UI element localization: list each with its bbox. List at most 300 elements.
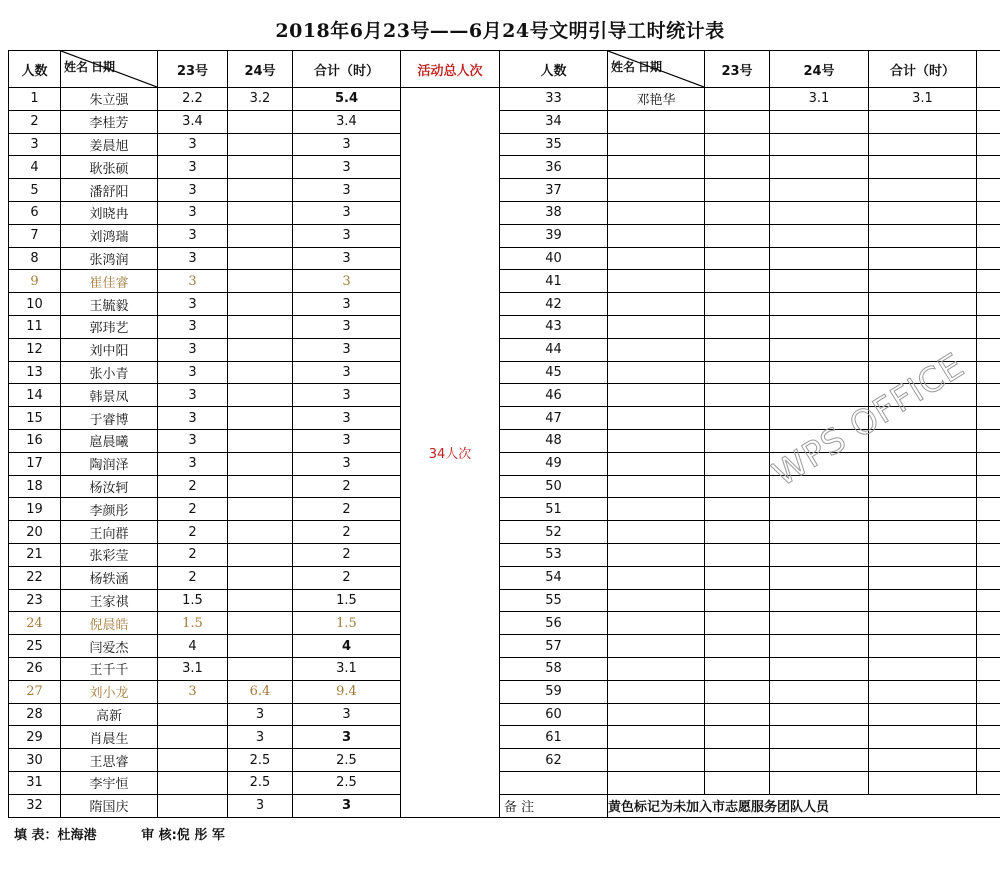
volunteer-name: 张小青 bbox=[61, 361, 158, 384]
hours-23 bbox=[158, 794, 228, 817]
row-number: 3 bbox=[9, 133, 61, 156]
volunteer-name-right bbox=[608, 452, 705, 475]
hours-23: 3 bbox=[158, 429, 228, 452]
volunteer-name: 隋国庆 bbox=[61, 794, 158, 817]
hours-24 bbox=[228, 247, 293, 270]
row-number-right: 59 bbox=[500, 680, 608, 703]
volunteer-name: 张鸿润 bbox=[61, 247, 158, 270]
edge-cell bbox=[977, 407, 1000, 430]
row-number-right: 56 bbox=[500, 612, 608, 635]
hours-total-right bbox=[869, 680, 977, 703]
reviewer-label: 审 核:倪 彤 军 bbox=[141, 828, 225, 843]
hours-23 bbox=[158, 749, 228, 772]
table-row bbox=[9, 88, 1000, 111]
hours-24-right bbox=[770, 635, 869, 658]
row-number: 22 bbox=[9, 566, 61, 589]
table-row bbox=[9, 179, 1000, 202]
row-number-right: 61 bbox=[500, 726, 608, 749]
row-number-right: 44 bbox=[500, 338, 608, 361]
table-row bbox=[9, 224, 1000, 247]
edge-cell bbox=[977, 361, 1000, 384]
row-number: 19 bbox=[9, 498, 61, 521]
table-row bbox=[9, 270, 1000, 293]
hours-total-right bbox=[869, 270, 977, 293]
row-number-right: 33 bbox=[500, 88, 608, 111]
hours-total-right bbox=[869, 224, 977, 247]
hours-total-right bbox=[869, 179, 977, 202]
hours-total: 2.5 bbox=[293, 771, 401, 794]
hours-total: 3 bbox=[293, 270, 401, 293]
hours-23 bbox=[158, 703, 228, 726]
hours-23-right bbox=[705, 429, 770, 452]
hours-total: 3.1 bbox=[293, 657, 401, 680]
row-number: 11 bbox=[9, 315, 61, 338]
hours-23: 3 bbox=[158, 338, 228, 361]
edge-cell bbox=[977, 749, 1000, 772]
table-row bbox=[9, 521, 1000, 544]
hours-23-right bbox=[705, 657, 770, 680]
table-row bbox=[9, 794, 1000, 817]
hours-23: 1.5 bbox=[158, 589, 228, 612]
table-row bbox=[9, 635, 1000, 658]
hours-total-right bbox=[869, 612, 977, 635]
row-number: 25 bbox=[9, 635, 61, 658]
hours-total-right bbox=[869, 589, 977, 612]
volunteer-name-right bbox=[608, 133, 705, 156]
hours-24-right bbox=[770, 726, 869, 749]
hours-24-right bbox=[770, 224, 869, 247]
hours-24 bbox=[228, 657, 293, 680]
hours-23: 3 bbox=[158, 680, 228, 703]
table-row bbox=[9, 566, 1000, 589]
hours-total: 2 bbox=[293, 475, 401, 498]
edge-cell bbox=[977, 110, 1000, 133]
hours-total: 3 bbox=[293, 384, 401, 407]
count-header: 人数 bbox=[9, 51, 61, 88]
hours-24 bbox=[228, 110, 293, 133]
hours-24-right bbox=[770, 293, 869, 316]
hours-23: 3 bbox=[158, 201, 228, 224]
table-row bbox=[9, 657, 1000, 680]
hours-23-right bbox=[705, 475, 770, 498]
edge-cell bbox=[977, 703, 1000, 726]
hours-23: 3 bbox=[158, 224, 228, 247]
hours-total: 5.4 bbox=[293, 88, 401, 111]
row-number: 30 bbox=[9, 749, 61, 772]
row-number: 6 bbox=[9, 201, 61, 224]
hours-23-right bbox=[705, 293, 770, 316]
row-number: 7 bbox=[9, 224, 61, 247]
hours-23 bbox=[158, 726, 228, 749]
row-number: 18 bbox=[9, 475, 61, 498]
table-row bbox=[9, 475, 1000, 498]
hours-total: 2 bbox=[293, 498, 401, 521]
row-number-right: 34 bbox=[500, 110, 608, 133]
volunteer-name: 王思睿 bbox=[61, 749, 158, 772]
sheet-title: 2018年6月23号——6月24号文明引导工时统计表 bbox=[275, 20, 725, 42]
hours-23: 2 bbox=[158, 521, 228, 544]
row-number-right: 46 bbox=[500, 384, 608, 407]
volunteer-name-right bbox=[608, 543, 705, 566]
hours-23: 3 bbox=[158, 361, 228, 384]
hours-total: 2 bbox=[293, 521, 401, 544]
volunteer-name: 杨轶涵 bbox=[61, 566, 158, 589]
wps-watermark: WPS OFFICE bbox=[765, 345, 972, 495]
volunteer-name-right bbox=[608, 726, 705, 749]
volunteer-name: 刘小龙 bbox=[61, 680, 158, 703]
date-header-label: 日期 bbox=[91, 60, 116, 74]
hours-24-right: 3.1 bbox=[770, 88, 869, 111]
hours-total-right: 3.1 bbox=[869, 88, 977, 111]
edge-cell bbox=[977, 179, 1000, 202]
volunteer-name-right bbox=[608, 612, 705, 635]
table-row bbox=[9, 293, 1000, 316]
hours-24: 3 bbox=[228, 726, 293, 749]
hours-23-right bbox=[705, 726, 770, 749]
hours-24 bbox=[228, 589, 293, 612]
hours-23: 3 bbox=[158, 293, 228, 316]
volunteer-name: 韩景凤 bbox=[61, 384, 158, 407]
activity-total-header: 活动总人次 bbox=[401, 51, 500, 88]
hours-total: 3 bbox=[293, 726, 401, 749]
hours-total: 3 bbox=[293, 315, 401, 338]
hours-total: 3 bbox=[293, 794, 401, 817]
hours-total-right bbox=[869, 726, 977, 749]
table-row bbox=[9, 452, 1000, 475]
hours-total-right bbox=[869, 543, 977, 566]
hours-23-right bbox=[705, 703, 770, 726]
hours-total-right bbox=[869, 247, 977, 270]
table-row bbox=[9, 315, 1000, 338]
volunteer-name-right bbox=[608, 293, 705, 316]
hours-total-right bbox=[869, 452, 977, 475]
hours-23: 3 bbox=[158, 452, 228, 475]
hours-24-right bbox=[770, 566, 869, 589]
hours-total-right bbox=[869, 749, 977, 772]
volunteer-name: 陶润泽 bbox=[61, 452, 158, 475]
hours-total: 3 bbox=[293, 133, 401, 156]
row-number: 14 bbox=[9, 384, 61, 407]
hours-24-right bbox=[770, 270, 869, 293]
table-row bbox=[9, 589, 1000, 612]
hours-23-right bbox=[705, 566, 770, 589]
row-number-right: 42 bbox=[500, 293, 608, 316]
hours-total: 3.4 bbox=[293, 110, 401, 133]
row-number-right: 55 bbox=[500, 589, 608, 612]
row-number: 16 bbox=[9, 429, 61, 452]
hours-24-right bbox=[770, 521, 869, 544]
hours-24-right bbox=[770, 589, 869, 612]
hours-total: 2 bbox=[293, 543, 401, 566]
hours-24-right bbox=[770, 156, 869, 179]
hours-23-right bbox=[705, 110, 770, 133]
edge-cell bbox=[977, 680, 1000, 703]
volunteer-name: 李颜彤 bbox=[61, 498, 158, 521]
hours-24-right bbox=[770, 703, 869, 726]
volunteer-name-right bbox=[608, 361, 705, 384]
hours-24: 3.2 bbox=[228, 88, 293, 111]
hours-23-right bbox=[705, 247, 770, 270]
table-row bbox=[9, 338, 1000, 361]
row-number-right: 38 bbox=[500, 201, 608, 224]
hours-24-right bbox=[770, 612, 869, 635]
volunteer-name: 刘晓冉 bbox=[61, 201, 158, 224]
hours-23-right bbox=[705, 407, 770, 430]
volunteer-name: 倪晨皓 bbox=[61, 612, 158, 635]
hours-23: 1.5 bbox=[158, 612, 228, 635]
row-number: 21 bbox=[9, 543, 61, 566]
table-row bbox=[9, 247, 1000, 270]
row-number-right: 36 bbox=[500, 156, 608, 179]
volunteer-name-right bbox=[608, 407, 705, 430]
hours-total: 1.5 bbox=[293, 612, 401, 635]
edge-cell bbox=[977, 543, 1000, 566]
volunteer-name: 李宇恒 bbox=[61, 771, 158, 794]
hours-24-right bbox=[770, 247, 869, 270]
hours-23-right bbox=[705, 498, 770, 521]
hours-total-right bbox=[869, 338, 977, 361]
edge-cell bbox=[977, 88, 1000, 111]
row-number-right: 40 bbox=[500, 247, 608, 270]
edge-cell bbox=[977, 51, 1000, 88]
row-number: 29 bbox=[9, 726, 61, 749]
volunteer-name: 肖晨生 bbox=[61, 726, 158, 749]
hours-total-right bbox=[869, 201, 977, 224]
hours-24 bbox=[228, 133, 293, 156]
count-header-right: 人数 bbox=[500, 51, 608, 88]
volunteer-name: 姜晨旭 bbox=[61, 133, 158, 156]
edge-cell bbox=[977, 521, 1000, 544]
table-row bbox=[9, 133, 1000, 156]
row-number-right: 57 bbox=[500, 635, 608, 658]
hours-24-right bbox=[770, 110, 869, 133]
table-row bbox=[9, 680, 1000, 703]
row-number: 2 bbox=[9, 110, 61, 133]
total-header-right: 合计（时） bbox=[869, 51, 977, 88]
edge-cell bbox=[977, 384, 1000, 407]
hours-total-right bbox=[869, 635, 977, 658]
volunteer-name: 崔佳睿 bbox=[61, 270, 158, 293]
edge-cell bbox=[977, 270, 1000, 293]
hours-total: 3 bbox=[293, 156, 401, 179]
row-number-right: 51 bbox=[500, 498, 608, 521]
filler-label: 填 表：杜海港 bbox=[14, 828, 97, 843]
hours-24 bbox=[228, 315, 293, 338]
footer bbox=[14, 824, 265, 843]
hours-24 bbox=[228, 407, 293, 430]
d24-header-right: 24号 bbox=[770, 51, 869, 88]
volunteer-name-right bbox=[608, 589, 705, 612]
row-number: 26 bbox=[9, 657, 61, 680]
hours-24-right bbox=[770, 179, 869, 202]
hours-24 bbox=[228, 452, 293, 475]
table-row bbox=[9, 361, 1000, 384]
table-row bbox=[9, 110, 1000, 133]
hours-total: 3 bbox=[293, 407, 401, 430]
row-number-right: 48 bbox=[500, 429, 608, 452]
hours-23-right bbox=[705, 635, 770, 658]
hours-23: 3.1 bbox=[158, 657, 228, 680]
hours-24 bbox=[228, 179, 293, 202]
hours-24: 2.5 bbox=[228, 749, 293, 772]
row-number: 24 bbox=[9, 612, 61, 635]
hours-23: 3 bbox=[158, 156, 228, 179]
hours-total: 3 bbox=[293, 179, 401, 202]
hours-24 bbox=[228, 429, 293, 452]
volunteer-name: 朱立强 bbox=[61, 88, 158, 111]
hours-24: 6.4 bbox=[228, 680, 293, 703]
hours-23: 3 bbox=[158, 270, 228, 293]
hours-23-right bbox=[705, 179, 770, 202]
volunteer-name-right bbox=[608, 201, 705, 224]
edge-cell bbox=[977, 247, 1000, 270]
hours-24 bbox=[228, 293, 293, 316]
table-row bbox=[9, 384, 1000, 407]
hours-23: 3 bbox=[158, 315, 228, 338]
volunteer-name: 闫爱杰 bbox=[61, 635, 158, 658]
row-number: 32 bbox=[9, 794, 61, 817]
date-header-label: 日期 bbox=[638, 60, 663, 74]
row-number-right: 53 bbox=[500, 543, 608, 566]
hours-23-right bbox=[705, 361, 770, 384]
row-number: 1 bbox=[9, 88, 61, 111]
row-number: 8 bbox=[9, 247, 61, 270]
hours-24 bbox=[228, 543, 293, 566]
hours-total: 3 bbox=[293, 293, 401, 316]
hours-total: 3 bbox=[293, 201, 401, 224]
hours-24-right bbox=[770, 680, 869, 703]
remarks-label: 备 注 bbox=[500, 794, 608, 817]
edge-cell bbox=[977, 475, 1000, 498]
volunteer-name-right bbox=[608, 110, 705, 133]
table-row bbox=[9, 498, 1000, 521]
hours-23: 3 bbox=[158, 133, 228, 156]
hours-24-right bbox=[770, 133, 869, 156]
row-number-right: 54 bbox=[500, 566, 608, 589]
volunteer-name-right bbox=[608, 521, 705, 544]
volunteer-name: 潘舒阳 bbox=[61, 179, 158, 202]
total-header: 合计（时） bbox=[293, 51, 401, 88]
volunteer-name: 王毓毅 bbox=[61, 293, 158, 316]
hours-24: 3 bbox=[228, 703, 293, 726]
hours-23-right bbox=[705, 133, 770, 156]
hours-23: 3 bbox=[158, 384, 228, 407]
volunteer-name-right bbox=[608, 270, 705, 293]
hours-24-right bbox=[770, 201, 869, 224]
volunteer-name: 李桂芳 bbox=[61, 110, 158, 133]
hours-23-right bbox=[705, 224, 770, 247]
volunteer-name: 杨汝轲 bbox=[61, 475, 158, 498]
edge-cell bbox=[977, 726, 1000, 749]
hours-23-right bbox=[705, 521, 770, 544]
row-number: 12 bbox=[9, 338, 61, 361]
volunteer-name-right bbox=[608, 771, 705, 794]
hours-total-right bbox=[869, 521, 977, 544]
hours-24-right bbox=[770, 384, 869, 407]
hours-24-right bbox=[770, 657, 869, 680]
edge-cell bbox=[977, 338, 1000, 361]
volunteer-name-right bbox=[608, 680, 705, 703]
row-number: 5 bbox=[9, 179, 61, 202]
volunteer-name-right bbox=[608, 224, 705, 247]
table-row bbox=[9, 771, 1000, 794]
volunteer-name: 扈晨曦 bbox=[61, 429, 158, 452]
hours-23-right bbox=[705, 771, 770, 794]
volunteer-name-right bbox=[608, 635, 705, 658]
table-row bbox=[9, 543, 1000, 566]
volunteer-name-right: 邓艳华 bbox=[608, 88, 705, 111]
hours-24: 2.5 bbox=[228, 771, 293, 794]
hours-24 bbox=[228, 156, 293, 179]
row-number: 9 bbox=[9, 270, 61, 293]
table-row bbox=[9, 726, 1000, 749]
hours-total: 2 bbox=[293, 566, 401, 589]
row-number: 23 bbox=[9, 589, 61, 612]
hours-23-right bbox=[705, 589, 770, 612]
edge-cell bbox=[977, 224, 1000, 247]
hours-total-right bbox=[869, 703, 977, 726]
volunteer-name-right bbox=[608, 657, 705, 680]
name-header-label: 姓名 bbox=[611, 60, 636, 74]
hours-23 bbox=[158, 771, 228, 794]
volunteer-name-right bbox=[608, 315, 705, 338]
edge-cell bbox=[977, 657, 1000, 680]
volunteer-name: 王向群 bbox=[61, 521, 158, 544]
hours-total-right bbox=[869, 293, 977, 316]
row-number-right: 60 bbox=[500, 703, 608, 726]
row-number-right: 49 bbox=[500, 452, 608, 475]
hours-24 bbox=[228, 338, 293, 361]
hours-total: 3 bbox=[293, 247, 401, 270]
hours-23-right bbox=[705, 201, 770, 224]
table-row bbox=[9, 749, 1000, 772]
edge-cell bbox=[977, 498, 1000, 521]
hours-24 bbox=[228, 384, 293, 407]
volunteer-name: 张彩莹 bbox=[61, 543, 158, 566]
hours-total: 3 bbox=[293, 703, 401, 726]
row-number: 20 bbox=[9, 521, 61, 544]
hours-24 bbox=[228, 521, 293, 544]
edge-cell bbox=[977, 589, 1000, 612]
edge-cell bbox=[977, 156, 1000, 179]
name-header-label: 姓名 bbox=[64, 60, 89, 74]
hours-23: 3 bbox=[158, 407, 228, 430]
edge-cell bbox=[977, 452, 1000, 475]
volunteer-name-right bbox=[608, 498, 705, 521]
hours-23-right bbox=[705, 88, 770, 111]
activity-total-value: 34人次 bbox=[401, 88, 500, 818]
hours-total-right bbox=[869, 771, 977, 794]
row-number: 31 bbox=[9, 771, 61, 794]
edge-cell bbox=[977, 566, 1000, 589]
left-header-diagonal bbox=[61, 51, 158, 88]
volunteer-name-right bbox=[608, 338, 705, 361]
hours-total-right bbox=[869, 657, 977, 680]
table-row bbox=[9, 201, 1000, 224]
hours-23-right bbox=[705, 315, 770, 338]
hours-24 bbox=[228, 566, 293, 589]
row-number-right: 39 bbox=[500, 224, 608, 247]
hours-total: 3 bbox=[293, 224, 401, 247]
hours-24-right bbox=[770, 771, 869, 794]
hours-24 bbox=[228, 612, 293, 635]
hours-total: 2.5 bbox=[293, 749, 401, 772]
hours-24-right bbox=[770, 315, 869, 338]
row-number-right: 47 bbox=[500, 407, 608, 430]
d23-header-right: 23号 bbox=[705, 51, 770, 88]
hours-24 bbox=[228, 498, 293, 521]
hours-total-right bbox=[869, 475, 977, 498]
